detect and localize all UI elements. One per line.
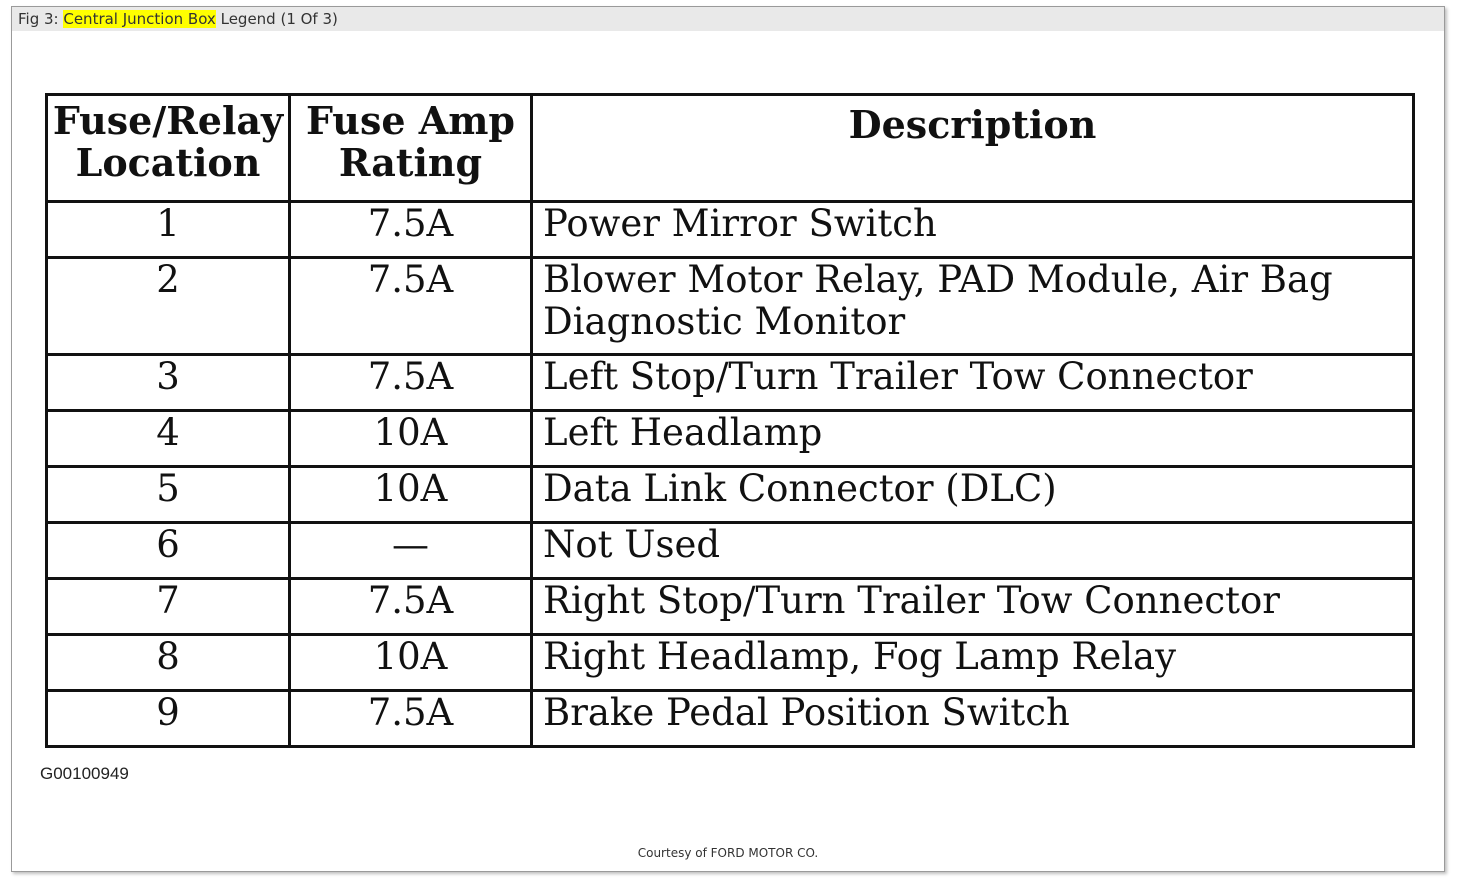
- cell-location: 6: [47, 523, 290, 579]
- figure-frame: [11, 6, 1445, 872]
- table-row: [47, 691, 1414, 747]
- header-amp-rating: [290, 95, 532, 202]
- cell-location: 3: [47, 355, 290, 411]
- cell-description: Data Link Connector (DLC): [532, 467, 1414, 523]
- cell-description: [532, 258, 1414, 355]
- header-location-line2: Location: [75, 140, 261, 185]
- header-amp-line1: Fuse Amp: [306, 98, 515, 143]
- title-suffix: Legend (1 Of 3): [215, 10, 338, 28]
- cell-location: 5: [47, 467, 290, 523]
- table-row: [47, 355, 1414, 411]
- cell-description: Not Used: [532, 523, 1414, 579]
- header-description: Description: [532, 95, 1414, 202]
- header-location: [47, 95, 290, 202]
- cell-location: 9: [47, 691, 290, 747]
- cell-description: Power Mirror Switch: [532, 202, 1414, 258]
- cell-location: 1: [47, 202, 290, 258]
- cell-description: Left Stop/Turn Trailer Tow Connector: [532, 355, 1414, 411]
- table-header-row: [47, 95, 1414, 202]
- table-row: [47, 202, 1414, 258]
- fuse-legend-table: [45, 93, 1415, 748]
- cell-description: Brake Pedal Position Switch: [532, 691, 1414, 747]
- table-row: [47, 258, 1414, 355]
- cell-amp: 7.5A: [290, 202, 532, 258]
- header-amp-line2: Rating: [338, 140, 483, 185]
- cell-amp: —: [290, 523, 532, 579]
- cell-amp: 10A: [290, 411, 532, 467]
- cell-description: Left Headlamp: [532, 411, 1414, 467]
- table-row: [47, 467, 1414, 523]
- cell-description-line2: Diagnostic Monitor: [543, 300, 906, 343]
- cell-description: Right Headlamp, Fog Lamp Relay: [532, 635, 1414, 691]
- cell-location: 8: [47, 635, 290, 691]
- courtesy-credit: Courtesy of FORD MOTOR CO.: [637, 846, 819, 860]
- cell-description-line1: Blower Motor Relay, PAD Module, Air Bag: [543, 258, 1333, 301]
- cell-location: 4: [47, 411, 290, 467]
- cell-amp: 10A: [290, 635, 532, 691]
- cell-amp: 7.5A: [290, 579, 532, 635]
- figure-id: G00100949: [40, 764, 129, 783]
- cell-location: 7: [47, 579, 290, 635]
- title-highlight: Central Junction Box: [63, 10, 216, 28]
- cell-amp: 7.5A: [290, 258, 532, 355]
- title-prefix: Fig 3:: [18, 10, 64, 28]
- cell-amp: 7.5A: [290, 355, 532, 411]
- table-row: [47, 411, 1414, 467]
- cell-amp: 10A: [290, 467, 532, 523]
- header-location-line1: Fuse/Relay: [52, 98, 284, 143]
- cell-location: 2: [47, 258, 290, 355]
- figure-title: [12, 7, 1444, 31]
- table-row: [47, 579, 1414, 635]
- cell-description: Right Stop/Turn Trailer Tow Connector: [532, 579, 1414, 635]
- table-row: [47, 523, 1414, 579]
- cell-amp: 7.5A: [290, 691, 532, 747]
- table-row: [47, 635, 1414, 691]
